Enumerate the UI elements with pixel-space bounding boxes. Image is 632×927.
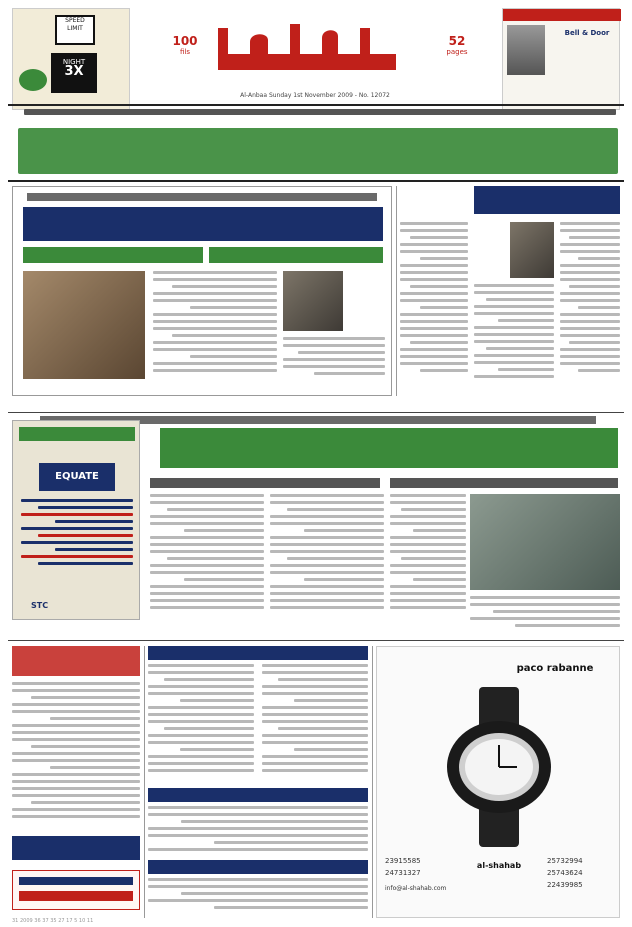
masthead-logo bbox=[210, 14, 410, 76]
second-story-photo bbox=[470, 494, 620, 590]
num-10: 11 bbox=[86, 918, 94, 924]
second-story-body-2 bbox=[270, 494, 384, 634]
bottom-mid-body-2 bbox=[262, 664, 368, 784]
right-story-photo bbox=[510, 222, 554, 278]
right-story-body-2 bbox=[474, 284, 554, 392]
right-promo-header bbox=[503, 9, 621, 21]
kicker-placeholder bbox=[24, 109, 616, 115]
section-rule-1 bbox=[8, 412, 624, 413]
right-promo-image bbox=[507, 25, 545, 75]
right-promo-ad[interactable] bbox=[502, 8, 620, 110]
feature-photo-portrait bbox=[283, 271, 343, 331]
second-story-body bbox=[390, 494, 466, 634]
masthead-rule bbox=[8, 104, 624, 106]
num-5: 35 bbox=[50, 918, 57, 924]
bottom-mid-head bbox=[148, 646, 368, 660]
second-story-subhead-2 bbox=[150, 478, 380, 488]
bottom-mid-body-3 bbox=[148, 806, 368, 856]
bottom-left-subhead bbox=[12, 836, 140, 860]
bottom-divider-2 bbox=[372, 646, 373, 918]
bottom-mid-body-4 bbox=[148, 878, 368, 918]
bottom-left-promo-bar-2 bbox=[19, 891, 133, 901]
second-story-subhead bbox=[390, 478, 618, 488]
second-headline bbox=[160, 428, 618, 468]
watch-ad-brand: paco rabanne bbox=[516, 663, 594, 674]
dateline: Al-Anbaa Sunday 1st November 2009 - No. 12072 bbox=[240, 92, 390, 99]
headline-rule bbox=[8, 180, 624, 182]
speed-limit-text: SPEED LIMIT bbox=[65, 17, 85, 32]
night-3x: 3X bbox=[64, 64, 84, 79]
watch-ad[interactable] bbox=[376, 646, 620, 918]
price-left bbox=[170, 34, 200, 56]
bottom-mid-head-3 bbox=[148, 860, 368, 874]
num-8: 5 bbox=[74, 918, 78, 924]
second-story-body-4 bbox=[470, 596, 620, 636]
num-9: 10 bbox=[78, 918, 86, 924]
watch-phone-1: 25732994 bbox=[547, 857, 583, 865]
left-promo-ad[interactable] bbox=[12, 8, 130, 110]
section-rule-2 bbox=[8, 640, 624, 641]
kicker-line bbox=[24, 109, 616, 123]
bottom-mid-head-2 bbox=[148, 788, 368, 802]
right-story-head bbox=[474, 186, 620, 214]
bottom-left-promo bbox=[12, 870, 140, 910]
price-left-unit: fils bbox=[179, 48, 190, 56]
watch-phone-3: 22439985 bbox=[547, 881, 583, 889]
equate-body bbox=[21, 499, 133, 609]
watch-phone-4: 23915585 bbox=[385, 857, 421, 865]
equate-logo: EQUATE bbox=[39, 463, 115, 491]
num-3: 36 bbox=[34, 918, 41, 924]
equate-header bbox=[19, 427, 135, 441]
price-right-value: 52 bbox=[448, 34, 466, 48]
right-story-body-3 bbox=[400, 222, 468, 392]
feature-photo-main bbox=[23, 271, 145, 379]
equate-box[interactable] bbox=[12, 420, 140, 620]
main-headline bbox=[18, 128, 618, 174]
top-divider bbox=[396, 186, 397, 396]
price-right-unit: pages bbox=[446, 48, 468, 56]
bottom-mid-body bbox=[148, 664, 254, 784]
feature-headline bbox=[23, 207, 383, 241]
price-left-value: 100 bbox=[172, 34, 198, 48]
speed-limit-sign bbox=[55, 15, 95, 45]
num-6: 27 bbox=[58, 918, 65, 924]
feature-subhead-2 bbox=[23, 247, 203, 263]
watch-store: al-shahab bbox=[476, 861, 522, 870]
bottom-left-promo-bar bbox=[19, 877, 133, 885]
watch-email: info@al-shahab.com bbox=[385, 885, 447, 892]
feature-subhead bbox=[209, 247, 383, 263]
second-story-body-3 bbox=[150, 494, 264, 634]
watch-phone-5: 24731327 bbox=[385, 869, 421, 877]
watch-image bbox=[437, 687, 561, 847]
bottom-divider-1 bbox=[144, 646, 145, 918]
numbers-strip bbox=[12, 918, 620, 926]
num-7: 17 bbox=[66, 918, 73, 924]
night-text: NIGHT bbox=[62, 58, 86, 66]
right-promo-brand: Bell & Door bbox=[564, 29, 610, 37]
bottom-left-body bbox=[12, 682, 140, 832]
price-right bbox=[442, 34, 472, 56]
feature-body-2 bbox=[283, 337, 385, 389]
watch-phone-2: 25743624 bbox=[547, 869, 583, 877]
left-promo-badge bbox=[19, 69, 47, 91]
right-story-body bbox=[560, 222, 620, 392]
feature-body bbox=[153, 271, 277, 389]
night-sign bbox=[51, 53, 97, 93]
bottom-left-head bbox=[12, 646, 140, 676]
stc-label: STC bbox=[31, 601, 49, 610]
num-4: 37 bbox=[42, 918, 49, 924]
num-2: 2009 bbox=[19, 918, 33, 924]
num-1: 31 bbox=[12, 918, 19, 924]
feature-kicker bbox=[27, 193, 377, 201]
logo-mark bbox=[210, 14, 410, 76]
feature-box bbox=[12, 186, 392, 396]
